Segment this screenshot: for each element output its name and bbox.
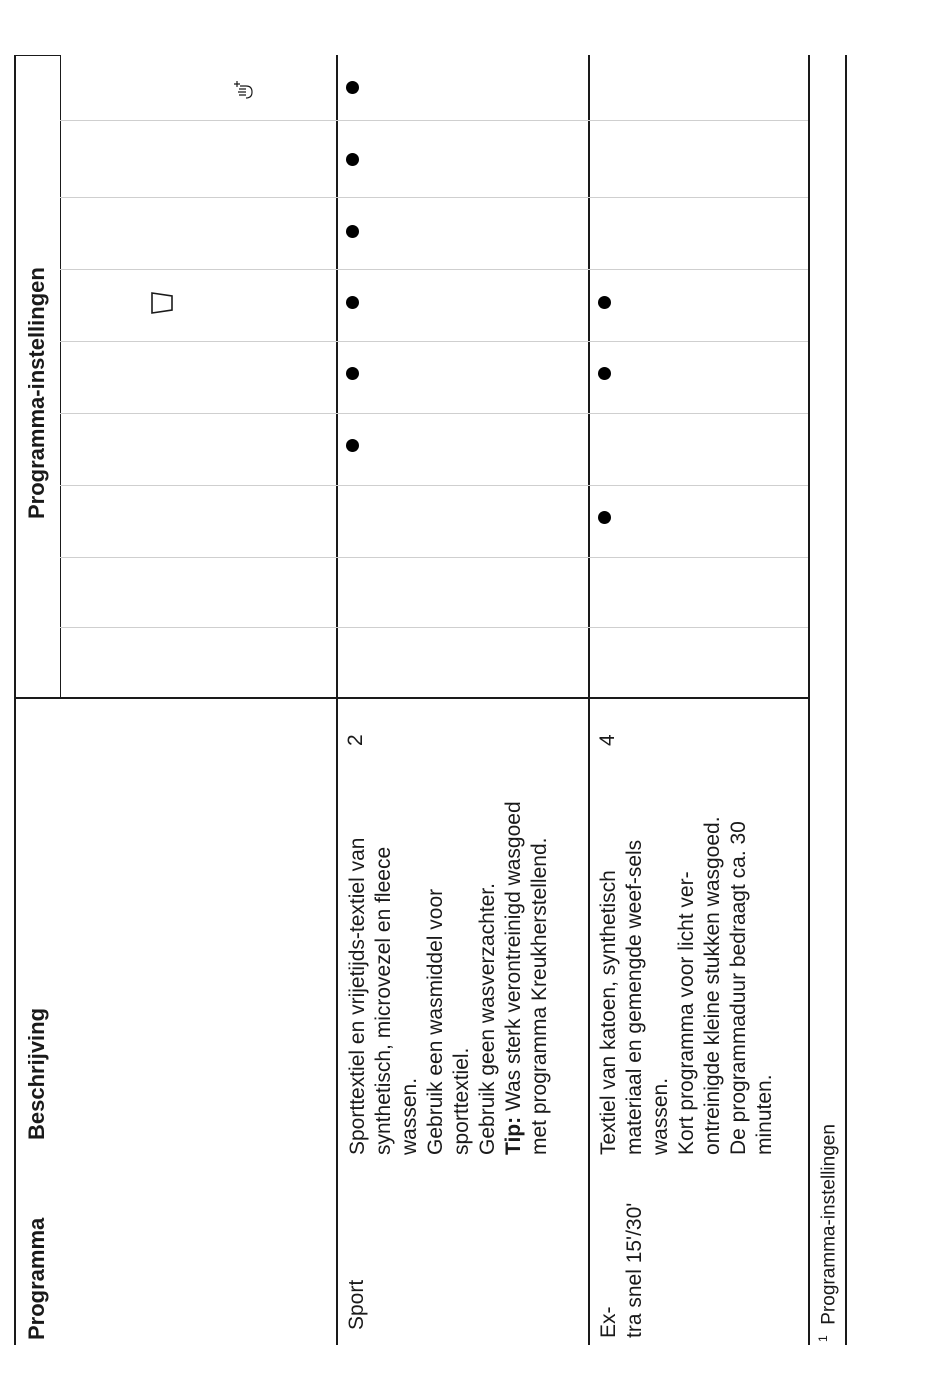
settings-subheader-edge [14, 55, 60, 56]
header-programma-instellingen: Programma-instellingen [24, 267, 49, 519]
header-separator [336, 55, 338, 1345]
description-line: De programmaduur bedraagt ca. 30 minuten. [727, 821, 776, 1155]
hand-wash-plus-icon [232, 78, 261, 102]
settings-grid-line [60, 197, 808, 198]
footnote-rule [845, 55, 847, 1345]
description-extra-snel [596, 785, 778, 1155]
description-line: Textiel van katoen, synthetisch materiaal en gemengde weef-sels wassen. [597, 839, 672, 1155]
setting-dot [598, 296, 611, 309]
tip-text: Was sterk verontreinigd wasgoed met programma Kreukherstellend. [502, 801, 551, 1155]
container-icon [148, 290, 181, 316]
footnote-text: Programma-instellingen [818, 1124, 840, 1325]
tip-paragraph [501, 785, 553, 1155]
settings-subheader-rule [60, 55, 61, 697]
setting-dot [598, 511, 611, 524]
setting-dot [346, 296, 359, 309]
tip-label: Tip: [502, 1116, 525, 1155]
program-name-line: tra snel 15'/30' [623, 1202, 646, 1338]
setting-dot [598, 367, 611, 380]
footnote-reference-sport: 2 [344, 734, 367, 746]
description-line: Sporttextiel en vrijetijds-textiel van synthetisch, microvezel en fleece wassen. [346, 837, 421, 1155]
program-name-line: Ex- [597, 1306, 620, 1338]
settings-grid-line [60, 557, 808, 558]
program-name-sport: Sport [345, 1279, 368, 1330]
header-beschrijving: Beschrijving [24, 1007, 49, 1140]
setting-dot [346, 225, 359, 238]
setting-dot [346, 367, 359, 380]
description-line: Kort programma voor licht ver-ontreinigde kleine stukken wasgoed. [675, 816, 724, 1155]
column-divider-settings [14, 697, 810, 699]
settings-grid-line [60, 413, 808, 414]
description-sport [345, 785, 553, 1155]
row-separator [588, 55, 590, 1345]
footnote-reference-extra-snel: 4 [596, 734, 619, 746]
table-bottom-rule [808, 55, 810, 1345]
settings-grid-line [60, 485, 808, 486]
settings-grid-line [60, 120, 808, 121]
settings-grid-line [60, 269, 808, 270]
table-top-rule [14, 55, 16, 1345]
setting-dot [346, 81, 359, 94]
program-name-extra-snel [596, 1203, 648, 1338]
settings-grid-line [60, 627, 808, 628]
description-line: Gebruik een wasmiddel voor sporttextiel. [424, 888, 473, 1155]
setting-dot [346, 439, 359, 452]
header-programma: Programma [24, 1217, 49, 1340]
footnote [816, 1124, 840, 1342]
footnote-marker: 1 [816, 1335, 830, 1342]
description-line: Gebruik geen wasverzachter. [476, 883, 499, 1155]
settings-grid-line [60, 341, 808, 342]
setting-dot [346, 153, 359, 166]
